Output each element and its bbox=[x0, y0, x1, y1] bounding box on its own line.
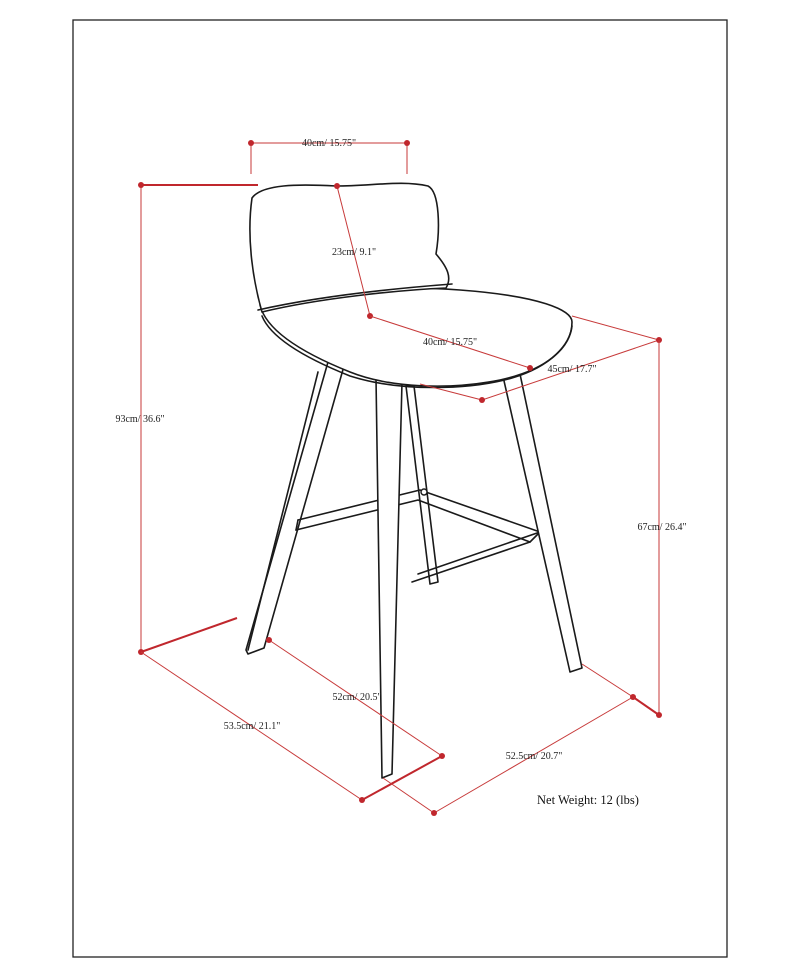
net-weight-label: Net Weight: 12 (lbs) bbox=[537, 793, 639, 807]
front-right-leg bbox=[502, 372, 582, 672]
bar-stool-drawing bbox=[246, 183, 582, 778]
back-left-leg-edge bbox=[248, 372, 318, 650]
back-right-leg bbox=[406, 386, 438, 584]
seat-top-width-label: 40cm/ 15.75" bbox=[301, 138, 357, 149]
front-center-leg bbox=[376, 378, 402, 778]
backrest-height-label: 23cm/ 9.1" bbox=[331, 247, 377, 258]
seat-depth-label: 45cm/ 17.7" bbox=[547, 364, 597, 375]
seat-height-label: 67cm/ 26.4" bbox=[637, 522, 687, 533]
base-width-label: 52.5cm/ 20.7" bbox=[505, 751, 563, 762]
back-left-leg bbox=[246, 362, 344, 654]
total-height-label: 93cm/ 36.6" bbox=[115, 414, 165, 425]
footrest-width-label: 52cm/ 20.5" bbox=[332, 692, 382, 703]
base-depth-label: 53.5cm/ 21.1" bbox=[223, 721, 281, 732]
footrest bbox=[296, 489, 540, 582]
seat-width-label: 40cm/ 15.75" bbox=[422, 337, 478, 348]
